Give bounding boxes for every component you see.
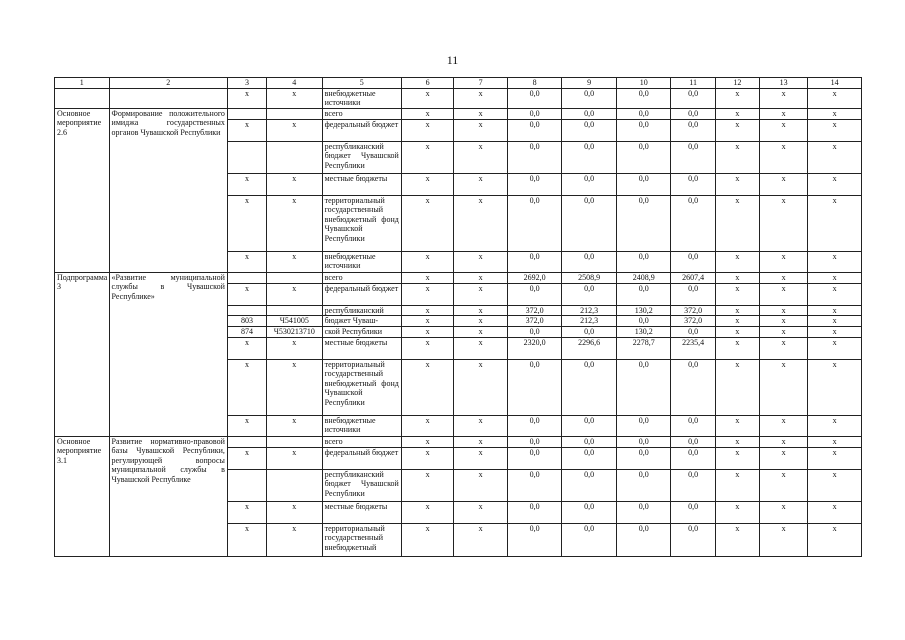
cell-c14: х bbox=[808, 501, 862, 523]
cell-col4 bbox=[267, 272, 323, 283]
cell-col4: Ч530213710 bbox=[267, 327, 323, 338]
cell-source: федеральный бюджет bbox=[322, 283, 401, 305]
cell-c9: 0,0 bbox=[562, 523, 617, 556]
cell-c10: 0,0 bbox=[616, 195, 671, 251]
cell-c8: 0,0 bbox=[507, 141, 562, 173]
cell-c6: х bbox=[401, 337, 453, 359]
cell-c12: х bbox=[715, 436, 759, 447]
cell-c7: х bbox=[454, 337, 508, 359]
table-row bbox=[55, 272, 862, 283]
cell-c13: х bbox=[759, 415, 807, 436]
cell-col4: х bbox=[267, 283, 323, 305]
header-cell: 10 bbox=[616, 78, 671, 89]
cell-c14: х bbox=[808, 141, 862, 173]
cell-c12: х bbox=[715, 523, 759, 556]
cell-c10: 0,0 bbox=[616, 447, 671, 469]
cell-c12: х bbox=[715, 108, 759, 119]
cell-c11: 0,0 bbox=[671, 436, 715, 447]
cell-c13: х bbox=[759, 88, 807, 108]
cell-c12: х bbox=[715, 88, 759, 108]
cell-c9: 0,0 bbox=[562, 251, 617, 272]
cell-c9: 2296,6 bbox=[562, 337, 617, 359]
table-row bbox=[55, 108, 862, 119]
cell-c10: 0,0 bbox=[616, 415, 671, 436]
page-number: 11 bbox=[446, 53, 459, 67]
cell-c9: 212,3 bbox=[562, 316, 617, 327]
cell-c9: 0,0 bbox=[562, 119, 617, 141]
cell-c11: 0,0 bbox=[671, 469, 715, 501]
cell-col3 bbox=[227, 436, 266, 447]
cell-c6: х bbox=[401, 173, 453, 195]
cell-c7: х bbox=[454, 523, 508, 556]
cell-c6: х bbox=[401, 119, 453, 141]
cell-c12: х bbox=[715, 501, 759, 523]
cell-c9: 0,0 bbox=[562, 88, 617, 108]
cell-col3: х bbox=[227, 195, 266, 251]
cell-c12: х bbox=[715, 415, 759, 436]
cell-c9: 0,0 bbox=[562, 447, 617, 469]
cell-col3 bbox=[227, 141, 266, 173]
cell-col3 bbox=[227, 305, 266, 316]
budget-table bbox=[54, 77, 862, 557]
cell-c11: 0,0 bbox=[671, 327, 715, 338]
cell-source: внебюджетные источники bbox=[322, 251, 401, 272]
cell-col3: х bbox=[227, 523, 266, 556]
header-cell: 5 bbox=[322, 78, 401, 89]
cell-c10: 130,2 bbox=[616, 305, 671, 316]
cell-c13: х bbox=[759, 447, 807, 469]
cell-c7: х bbox=[454, 251, 508, 272]
cell-c11: 0,0 bbox=[671, 251, 715, 272]
cell-event-name: Подпрограмма 3 bbox=[55, 272, 110, 436]
cell-c9: 0,0 bbox=[562, 327, 617, 338]
cell-event-title: Формирование положительного имиджа государственных органов Чувашской Республики bbox=[109, 108, 227, 272]
cell-c10: 0,0 bbox=[616, 173, 671, 195]
cell-source: федеральный бюджет bbox=[322, 447, 401, 469]
cell-c7: х bbox=[454, 469, 508, 501]
cell-c10: 0,0 bbox=[616, 108, 671, 119]
cell-col3: х bbox=[227, 501, 266, 523]
cell-c11: 0,0 bbox=[671, 119, 715, 141]
cell-c13: х bbox=[759, 359, 807, 415]
cell-c7: х bbox=[454, 327, 508, 338]
cell-c13: х bbox=[759, 469, 807, 501]
cell-c11: 0,0 bbox=[671, 501, 715, 523]
cell-c14: х bbox=[808, 337, 862, 359]
cell-c10: 0,0 bbox=[616, 501, 671, 523]
cell-source: территориальный государственный внебюджетный bbox=[322, 523, 401, 556]
cell-c11: 0,0 bbox=[671, 447, 715, 469]
cell-c13: х bbox=[759, 337, 807, 359]
cell-c12: х bbox=[715, 173, 759, 195]
header-cell: 9 bbox=[562, 78, 617, 89]
cell-c6: х bbox=[401, 316, 453, 327]
cell-c13: х bbox=[759, 523, 807, 556]
cell-c6: х bbox=[401, 447, 453, 469]
cell-c6: х bbox=[401, 469, 453, 501]
header-cell: 6 bbox=[401, 78, 453, 89]
cell-c10: 0,0 bbox=[616, 523, 671, 556]
cell-c11: 0,0 bbox=[671, 173, 715, 195]
cell-col3: 803 bbox=[227, 316, 266, 327]
header-cell: 4 bbox=[267, 78, 323, 89]
header-cell: 14 bbox=[808, 78, 862, 89]
cell-source: территориальный государственный внебюджетный фонд Чувашской Республики bbox=[322, 359, 401, 415]
header-cell: 11 bbox=[671, 78, 715, 89]
cell-c10: 0,0 bbox=[616, 283, 671, 305]
cell-c14: х bbox=[808, 305, 862, 316]
cell-c12: х bbox=[715, 316, 759, 327]
cell-c8: 0,0 bbox=[507, 173, 562, 195]
cell-c8: 2692,0 bbox=[507, 272, 562, 283]
cell-source: внебюджетные источники bbox=[322, 415, 401, 436]
cell-c8: 0,0 bbox=[507, 108, 562, 119]
cell-c14: х bbox=[808, 436, 862, 447]
cell-c12: х bbox=[715, 337, 759, 359]
cell-c6: х bbox=[401, 523, 453, 556]
cell-col3: х bbox=[227, 283, 266, 305]
cell-c14: х bbox=[808, 523, 862, 556]
cell-source: местные бюджеты bbox=[322, 501, 401, 523]
cell-c14: х bbox=[808, 316, 862, 327]
cell-c11: 2235,4 bbox=[671, 337, 715, 359]
cell-c8: 372,0 bbox=[507, 316, 562, 327]
cell-col4: х bbox=[267, 337, 323, 359]
cell-col3: х bbox=[227, 447, 266, 469]
cell-c11: 0,0 bbox=[671, 141, 715, 173]
cell-col4: Ч541005 bbox=[267, 316, 323, 327]
header-cell: 13 bbox=[759, 78, 807, 89]
cell-c13: х bbox=[759, 251, 807, 272]
cell-source: местные бюджеты bbox=[322, 337, 401, 359]
cell-c9: 0,0 bbox=[562, 436, 617, 447]
cell-c6: х bbox=[401, 283, 453, 305]
cell-source: внебюджетные источники bbox=[322, 88, 401, 108]
cell-c9: 2508,9 bbox=[562, 272, 617, 283]
cell-event-name: Основное мероприятие 2.6 bbox=[55, 108, 110, 272]
cell-c6: х bbox=[401, 195, 453, 251]
cell-c9: 0,0 bbox=[562, 195, 617, 251]
cell-c14: х bbox=[808, 415, 862, 436]
cell-c8: 0,0 bbox=[507, 119, 562, 141]
cell-c12: х bbox=[715, 469, 759, 501]
cell-col4: х bbox=[267, 447, 323, 469]
cell-source: местные бюджеты bbox=[322, 173, 401, 195]
cell-c11: 372,0 bbox=[671, 316, 715, 327]
cell-c7: х bbox=[454, 436, 508, 447]
cell-col4 bbox=[267, 436, 323, 447]
cell-c12: х bbox=[715, 141, 759, 173]
cell-c11: 0,0 bbox=[671, 359, 715, 415]
cell-c12: х bbox=[715, 272, 759, 283]
cell-source: всего bbox=[322, 436, 401, 447]
cell-col4: х bbox=[267, 501, 323, 523]
cell-c10: 0,0 bbox=[616, 141, 671, 173]
header-cell: 7 bbox=[454, 78, 508, 89]
cell-c11: 0,0 bbox=[671, 415, 715, 436]
cell-c9: 0,0 bbox=[562, 173, 617, 195]
cell-c11: 0,0 bbox=[671, 283, 715, 305]
cell-col2 bbox=[109, 88, 227, 108]
cell-c7: х bbox=[454, 501, 508, 523]
cell-c11: 0,0 bbox=[671, 88, 715, 108]
cell-c7: х bbox=[454, 108, 508, 119]
cell-c9: 0,0 bbox=[562, 141, 617, 173]
cell-c13: х bbox=[759, 173, 807, 195]
cell-c6: х bbox=[401, 251, 453, 272]
cell-c8: 0,0 bbox=[507, 327, 562, 338]
cell-col4 bbox=[267, 305, 323, 316]
cell-source: республиканский бюджет Чувашской Республики bbox=[322, 469, 401, 501]
cell-c7: х bbox=[454, 88, 508, 108]
cell-source: федеральный бюджет bbox=[322, 119, 401, 141]
cell-col3: х bbox=[227, 337, 266, 359]
header-row bbox=[55, 78, 862, 89]
cell-c8: 0,0 bbox=[507, 523, 562, 556]
cell-source: ской Республики bbox=[322, 327, 401, 338]
cell-c14: х bbox=[808, 283, 862, 305]
cell-c12: х bbox=[715, 327, 759, 338]
cell-col4: х bbox=[267, 523, 323, 556]
cell-c14: х bbox=[808, 195, 862, 251]
cell-c6: х bbox=[401, 272, 453, 283]
cell-c7: х bbox=[454, 359, 508, 415]
cell-c14: х bbox=[808, 119, 862, 141]
cell-c6: х bbox=[401, 327, 453, 338]
header-cell: 1 bbox=[55, 78, 110, 89]
cell-col4: х bbox=[267, 251, 323, 272]
cell-c9: 0,0 bbox=[562, 415, 617, 436]
cell-c11: 2607,4 bbox=[671, 272, 715, 283]
cell-c10: 0,0 bbox=[616, 119, 671, 141]
cell-col4: х bbox=[267, 119, 323, 141]
cell-c7: х bbox=[454, 316, 508, 327]
cell-c13: х bbox=[759, 108, 807, 119]
cell-c13: х bbox=[759, 501, 807, 523]
cell-c7: х bbox=[454, 173, 508, 195]
cell-c10: 2278,7 bbox=[616, 337, 671, 359]
cell-col3: х bbox=[227, 359, 266, 415]
cell-col4 bbox=[267, 108, 323, 119]
cell-col3: х bbox=[227, 173, 266, 195]
cell-c11: 0,0 bbox=[671, 195, 715, 251]
cell-c8: 372,0 bbox=[507, 305, 562, 316]
cell-c7: х bbox=[454, 195, 508, 251]
cell-c14: х bbox=[808, 359, 862, 415]
cell-c13: х bbox=[759, 305, 807, 316]
cell-c9: 0,0 bbox=[562, 108, 617, 119]
cell-c10: 0,0 bbox=[616, 469, 671, 501]
cell-c7: х bbox=[454, 415, 508, 436]
cell-c8: 0,0 bbox=[507, 501, 562, 523]
cell-c6: х bbox=[401, 359, 453, 415]
cell-c6: х bbox=[401, 305, 453, 316]
cell-event-title: Развитие нормативно-правовой базы Чувашской Республики, регулирующей вопросы муниципальной службы в Чувашской Республике bbox=[109, 436, 227, 556]
cell-c9: 0,0 bbox=[562, 469, 617, 501]
cell-c13: х bbox=[759, 141, 807, 173]
cell-c13: х bbox=[759, 119, 807, 141]
cell-c6: х bbox=[401, 108, 453, 119]
cell-source: всего bbox=[322, 108, 401, 119]
cell-c8: 0,0 bbox=[507, 251, 562, 272]
cell-c9: 0,0 bbox=[562, 359, 617, 415]
cell-c8: 2320,0 bbox=[507, 337, 562, 359]
cell-c14: х bbox=[808, 272, 862, 283]
cell-c7: х bbox=[454, 447, 508, 469]
cell-c13: х bbox=[759, 436, 807, 447]
cell-c13: х bbox=[759, 195, 807, 251]
table-row bbox=[55, 88, 862, 108]
cell-c10: 0,0 bbox=[616, 88, 671, 108]
cell-c7: х bbox=[454, 305, 508, 316]
cell-col3: х bbox=[227, 88, 266, 108]
cell-c8: 0,0 bbox=[507, 447, 562, 469]
cell-source: всего bbox=[322, 272, 401, 283]
cell-c6: х bbox=[401, 141, 453, 173]
cell-c8: 0,0 bbox=[507, 359, 562, 415]
cell-col1 bbox=[55, 88, 110, 108]
cell-c13: х bbox=[759, 316, 807, 327]
cell-c6: х bbox=[401, 436, 453, 447]
cell-col3 bbox=[227, 469, 266, 501]
cell-source: республиканский бюджет Чувашской Республики bbox=[322, 141, 401, 173]
cell-c7: х bbox=[454, 119, 508, 141]
cell-c7: х bbox=[454, 283, 508, 305]
cell-c11: 0,0 bbox=[671, 108, 715, 119]
cell-source: республиканский bbox=[322, 305, 401, 316]
cell-c8: 0,0 bbox=[507, 283, 562, 305]
header-cell: 3 bbox=[227, 78, 266, 89]
cell-c10: 2408,9 bbox=[616, 272, 671, 283]
cell-col3: х bbox=[227, 415, 266, 436]
cell-c9: 212,3 bbox=[562, 305, 617, 316]
cell-col3: х bbox=[227, 119, 266, 141]
cell-c12: х bbox=[715, 119, 759, 141]
cell-c11: 0,0 bbox=[671, 523, 715, 556]
cell-c12: х bbox=[715, 359, 759, 415]
cell-c13: х bbox=[759, 272, 807, 283]
cell-col4: х bbox=[267, 359, 323, 415]
cell-c6: х bbox=[401, 501, 453, 523]
table-row bbox=[55, 436, 862, 447]
cell-c8: 0,0 bbox=[507, 436, 562, 447]
cell-c6: х bbox=[401, 88, 453, 108]
cell-col4: х bbox=[267, 88, 323, 108]
cell-c12: х bbox=[715, 447, 759, 469]
cell-c12: х bbox=[715, 251, 759, 272]
cell-c10: 0,0 bbox=[616, 359, 671, 415]
cell-c11: 372,0 bbox=[671, 305, 715, 316]
cell-c9: 0,0 bbox=[562, 283, 617, 305]
cell-col4: х bbox=[267, 195, 323, 251]
cell-c8: 0,0 bbox=[507, 195, 562, 251]
cell-c14: х bbox=[808, 447, 862, 469]
cell-c7: х bbox=[454, 141, 508, 173]
cell-col4 bbox=[267, 469, 323, 501]
cell-col3: 874 bbox=[227, 327, 266, 338]
cell-col4: х bbox=[267, 415, 323, 436]
cell-c6: х bbox=[401, 415, 453, 436]
cell-c14: х bbox=[808, 173, 862, 195]
cell-event-title: «Развитие муниципальной службы в Чувашской Республике» bbox=[109, 272, 227, 436]
cell-c14: х bbox=[808, 469, 862, 501]
cell-c10: 0,0 bbox=[616, 436, 671, 447]
header-cell: 12 bbox=[715, 78, 759, 89]
cell-c7: х bbox=[454, 272, 508, 283]
header-cell: 2 bbox=[109, 78, 227, 89]
cell-c12: х bbox=[715, 283, 759, 305]
cell-c8: 0,0 bbox=[507, 469, 562, 501]
cell-c10: 130,2 bbox=[616, 327, 671, 338]
cell-col4 bbox=[267, 141, 323, 173]
cell-c14: х bbox=[808, 327, 862, 338]
cell-c12: х bbox=[715, 195, 759, 251]
cell-c14: х bbox=[808, 108, 862, 119]
cell-col4: х bbox=[267, 173, 323, 195]
cell-c13: х bbox=[759, 283, 807, 305]
cell-c8: 0,0 bbox=[507, 415, 562, 436]
cell-c8: 0,0 bbox=[507, 88, 562, 108]
cell-c14: х bbox=[808, 88, 862, 108]
cell-c10: 0,0 bbox=[616, 251, 671, 272]
cell-c14: х bbox=[808, 251, 862, 272]
header-cell: 8 bbox=[507, 78, 562, 89]
cell-col3 bbox=[227, 272, 266, 283]
cell-source: территориальный государственный внебюджетный фонд Чувашской Республики bbox=[322, 195, 401, 251]
cell-c12: х bbox=[715, 305, 759, 316]
cell-c9: 0,0 bbox=[562, 501, 617, 523]
cell-col3: х bbox=[227, 251, 266, 272]
cell-c13: х bbox=[759, 327, 807, 338]
cell-c10: 0,0 bbox=[616, 316, 671, 327]
cell-col3 bbox=[227, 108, 266, 119]
cell-event-name: Основное мероприятие 3.1 bbox=[55, 436, 110, 556]
cell-source: бюджет Чуваш- bbox=[322, 316, 401, 327]
